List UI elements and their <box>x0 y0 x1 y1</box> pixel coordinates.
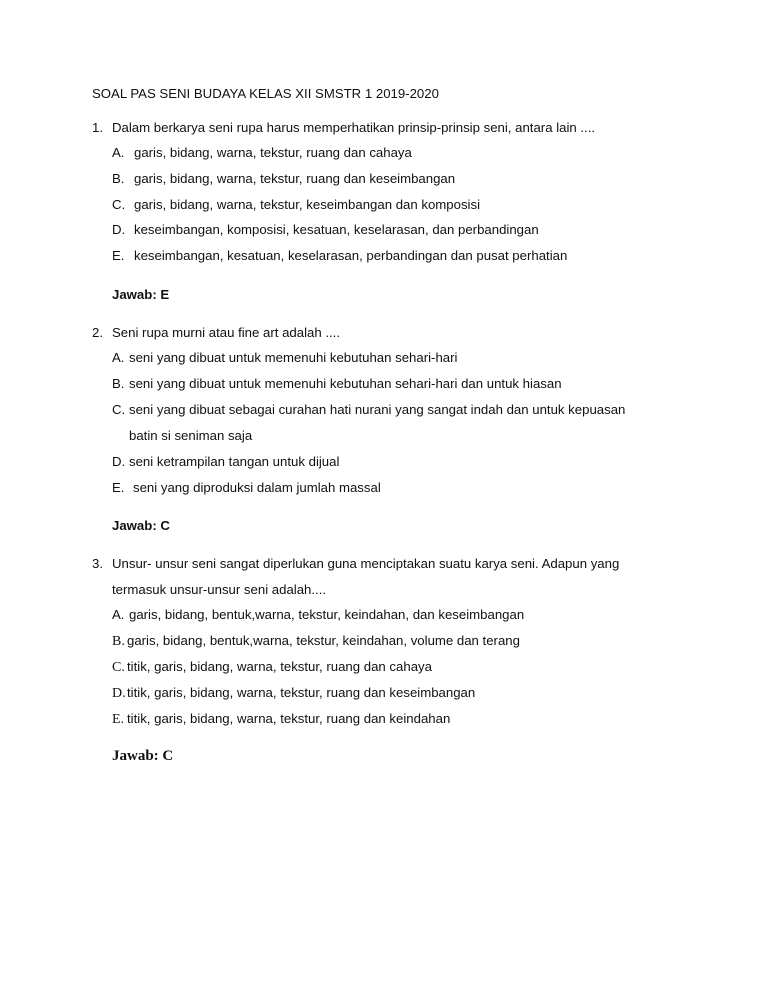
option-label: E. <box>112 248 125 263</box>
option-label: E. <box>112 480 125 495</box>
question-3-text-line-1: Unsur- unsur seni sangat diperlukan guna menciptakan suatu karya seni. Adapun yang <box>112 556 620 571</box>
option-text: seni yang diproduksi dalam jumlah massal <box>133 480 381 495</box>
option-text: garis, bidang, warna, tekstur, keseimbangan dan komposisi <box>134 197 480 212</box>
option-text: titik, garis, bidang, warna, tekstur, ruang dan keseimbangan <box>127 685 476 700</box>
option-text: garis, bidang, warna, tekstur, ruang dan cahaya <box>134 145 412 160</box>
option-label: D. <box>112 686 126 701</box>
option-text: titik, garis, bidang, warna, tekstur, ruang dan keindahan <box>127 711 451 726</box>
question-1-option-a <box>112 145 412 161</box>
question-2-text: Seni rupa murni atau fine art adalah .... <box>112 325 340 340</box>
option-text: seni ketrampilan tangan untuk dijual <box>129 454 340 469</box>
option-label: B. <box>112 171 125 186</box>
question-2-option-c <box>112 402 625 418</box>
question-2-option-e <box>112 480 381 496</box>
question-1-option-d <box>112 222 539 238</box>
option-label: A. <box>112 607 125 622</box>
question-2-option-b <box>112 376 562 392</box>
question-3-option-d <box>112 685 475 702</box>
option-text: keseimbangan, kesatuan, keselarasan, perbandingan dan pusat perhatian <box>134 248 568 263</box>
question-3-option-c <box>112 659 432 676</box>
document-title: SOAL PAS SENI BUDAYA KELAS XII SMSTR 1 2019-2020 <box>92 86 439 101</box>
question-1-answer: Jawab: E <box>112 287 170 302</box>
option-text: seni yang dibuat sebagai curahan hati nurani yang sangat indah dan untuk kepuasan <box>129 402 626 417</box>
option-text: seni yang dibuat untuk memenuhi kebutuhan sehari-hari <box>129 350 458 365</box>
question-3-answer: Jawab: C <box>112 748 174 764</box>
question-2-number: 2. <box>92 325 103 340</box>
option-text: keseimbangan, komposisi, kesatuan, keselarasan, dan perbandingan <box>134 222 539 237</box>
question-3-text-line-2: termasuk unsur-unsur seni adalah.... <box>112 582 327 597</box>
question-3-number: 3. <box>92 556 103 571</box>
option-label: A. <box>112 350 125 365</box>
option-text: garis, bidang, bentuk,warna, tekstur, keindahan, dan keseimbangan <box>129 607 525 622</box>
question-1-text: Dalam berkarya seni rupa harus memperhatikan prinsip-prinsip seni, antara lain .... <box>112 120 596 135</box>
question-3-option-a <box>112 607 524 623</box>
option-label: D. <box>112 222 126 237</box>
question-2-option-a <box>112 350 457 366</box>
option-text: garis, bidang, warna, tekstur, ruang dan keseimbangan <box>134 171 456 186</box>
option-label: B. <box>112 376 125 391</box>
option-label: E. <box>112 712 125 727</box>
question-2-answer: Jawab: C <box>112 518 170 533</box>
option-text: seni yang dibuat untuk memenuhi kebutuhan sehari-hari dan untuk hiasan <box>129 376 562 391</box>
question-3-option-b <box>112 633 520 650</box>
option-label: C. <box>112 660 125 675</box>
option-label: C. <box>112 402 126 417</box>
option-label: C. <box>112 197 126 212</box>
option-text: titik, garis, bidang, warna, tekstur, ruang dan cahaya <box>127 659 432 674</box>
question-2-option-d <box>112 454 339 470</box>
option-label: A. <box>112 145 125 160</box>
question-2-option-c-continuation: batin si seniman saja <box>129 428 253 443</box>
option-text: garis, bidang, bentuk,warna, tekstur, keindahan, volume dan terang <box>127 633 520 648</box>
question-1-option-e <box>112 248 567 264</box>
question-1-option-c <box>112 197 480 213</box>
question-1-option-b <box>112 171 455 187</box>
option-label: B. <box>112 634 125 649</box>
question-3-option-e <box>112 711 450 728</box>
option-label: D. <box>112 454 126 469</box>
question-1-number: 1. <box>92 120 103 135</box>
